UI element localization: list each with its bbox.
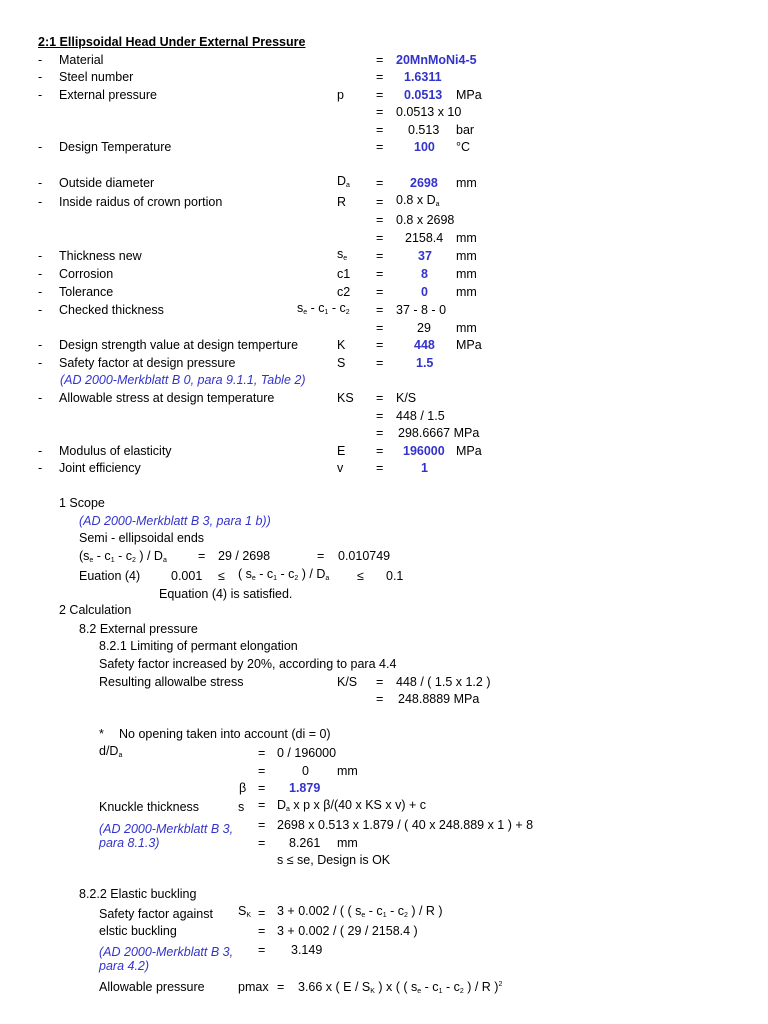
bullet: - xyxy=(38,140,43,154)
sk-calc: 3 + 0.002 / ( 29 / 2158.4 ) xyxy=(277,924,418,938)
beta-symbol: β xyxy=(239,781,247,795)
equals: = xyxy=(376,213,384,227)
corr-label: Corrosion xyxy=(59,267,114,281)
scope-eq-low: 0.001 xyxy=(171,569,203,583)
bullet: - xyxy=(38,88,43,102)
equals: = xyxy=(258,943,266,957)
checked-symbol: $s_e - c_1 - c_2$ xyxy=(297,301,350,316)
equals: = xyxy=(258,906,266,920)
knuckle-result: 8.261 xyxy=(289,836,321,850)
sk-reference: (AD 2000-Merkblatt B 3, para 4.2) xyxy=(99,945,234,973)
equals: = xyxy=(277,980,285,994)
bullet: - xyxy=(38,70,43,84)
bullet: - xyxy=(38,338,43,352)
thick-value: 37 xyxy=(418,249,432,263)
sk-result: 3.149 xyxy=(291,943,323,957)
tol-label: Tolerance xyxy=(59,285,114,299)
modulus-unit: MPa xyxy=(456,444,482,458)
resulting-result: 248.8889 MPa xyxy=(398,692,480,706)
equals: = xyxy=(376,338,384,352)
equals: = xyxy=(376,426,384,440)
bullet: - xyxy=(38,285,43,299)
steel-label: Steel number xyxy=(59,70,134,84)
d-over-da-unit: mm xyxy=(337,764,358,778)
pressure-value: 0.0513 xyxy=(404,88,443,102)
knuckle-symbol: s xyxy=(238,800,245,814)
scope-ratio-result: 0.010749 xyxy=(338,549,391,563)
scope-eq-high: 0.1 xyxy=(386,569,404,583)
modulus-value: 196000 xyxy=(403,444,445,458)
equals: = xyxy=(376,692,384,706)
joint-label: Joint efficiency xyxy=(59,461,141,475)
scope-reference: (AD 2000-Merkblatt B 3, para 1 b)) xyxy=(79,514,271,528)
equals: = xyxy=(376,70,384,84)
corr-value: 8 xyxy=(421,267,428,281)
thick-symbol: $s_e$ xyxy=(337,247,348,262)
scope-eq-expr: ( $s_e - c_1 - c_2$ ) / $D_a$ xyxy=(238,567,330,582)
equals: = xyxy=(376,675,384,689)
equals: = xyxy=(376,140,384,154)
checked-calc: 37 - 8 - 0 xyxy=(396,303,447,317)
pressure-symbol: p xyxy=(337,88,344,102)
sk-formula: 3 + 0.002 / ( ( $s_e - c_1 - c_2$ ) / R ) xyxy=(277,904,443,919)
equals: = xyxy=(376,267,384,281)
checked-label: Checked thickness xyxy=(59,303,164,317)
equals: = xyxy=(376,391,384,405)
equals: = xyxy=(376,231,384,245)
limit-heading: 8.2.1 Limiting of permant elongation xyxy=(99,639,298,653)
pressure-bar-unit: bar xyxy=(456,123,475,137)
equals: = xyxy=(258,924,266,938)
allow-calc1: K/S xyxy=(396,391,417,405)
checked-unit: mm xyxy=(456,321,477,335)
equals: = xyxy=(376,53,384,67)
resulting-label: Resulting allowalbe stress xyxy=(99,675,244,689)
radius-symbol: R xyxy=(337,195,347,209)
sfa-label-1: Safety factor against xyxy=(99,907,213,921)
temp-value: 100 xyxy=(414,140,435,154)
allow-label: Allowable stress at design temperature xyxy=(59,391,275,405)
d-over-da-result: 0 xyxy=(302,764,309,778)
sfa-label-2: elstic buckling xyxy=(99,924,177,938)
equals: = xyxy=(376,195,384,209)
material-label: Material xyxy=(59,53,104,67)
knuckle-unit: mm xyxy=(337,836,358,850)
bullet: - xyxy=(38,195,43,209)
checked-result: 29 xyxy=(417,321,431,335)
safety-reference: (AD 2000-Merkblatt B 0, para 9.1.1, Table 2) xyxy=(60,373,306,387)
joint-symbol: v xyxy=(337,461,344,475)
note-text: No opening taken into account (di = 0) xyxy=(119,727,331,741)
corr-symbol: c1 xyxy=(337,267,351,281)
knuckle-label: Knuckle thickness xyxy=(99,800,200,814)
beta-value: 1.879 xyxy=(289,781,321,795)
joint-value: 1 xyxy=(421,461,428,475)
pressure-unit: MPa xyxy=(456,88,482,102)
radius-label: Inside raidus of crown portion xyxy=(59,195,223,209)
resulting-symbol: K/S xyxy=(337,675,358,689)
bullet: - xyxy=(38,303,43,317)
pressure-bar-value: 0.513 xyxy=(408,123,440,137)
pmax-formula: 3.66 x ( E / $S_K$ ) x ( ( $s_e - c_1 - c_2$ ) / R )$^2$ xyxy=(298,980,503,996)
resulting-calc: 448 / ( 1.5 x 1.2 ) xyxy=(396,675,491,689)
bullet: - xyxy=(38,391,43,405)
d-over-da: $d/D_a$ xyxy=(99,744,123,759)
equals: = xyxy=(376,444,384,458)
safety-label: Safety factor at design pressure xyxy=(59,356,236,370)
scope-eq-label: Euation (4) xyxy=(79,569,141,583)
calc-heading: 2 Calculation xyxy=(59,603,132,617)
bullet: - xyxy=(38,461,43,475)
radius-calc1: 0.8 x $D_a$ xyxy=(396,193,440,208)
strength-value: 448 xyxy=(414,338,435,352)
strength-label: Design strength value at design temperture xyxy=(59,338,299,352)
allow-result: 298.6667 MPa xyxy=(398,426,480,440)
pressure-calc: 0.0513 x 10 xyxy=(396,105,462,119)
scope-satisfied: Equation (4) is satisfied. xyxy=(159,587,293,601)
equals: = xyxy=(317,549,325,563)
design-ok: s ≤ se, Design is OK xyxy=(277,853,391,867)
od-unit: mm xyxy=(456,176,477,190)
equals: = xyxy=(376,123,384,137)
strength-symbol: K xyxy=(337,338,346,352)
knuckle-calc: 2698 x 0.513 x 1.879 / ( 40 x 248.889 x 1 ) + 8 xyxy=(277,818,534,832)
material-value: 20MnMoNi4-5 xyxy=(396,53,477,67)
equals: = xyxy=(376,105,384,119)
od-value: 2698 xyxy=(410,176,438,190)
equals: = xyxy=(376,176,384,190)
tol-symbol: c2 xyxy=(337,285,351,299)
bullet: - xyxy=(38,176,43,190)
knuckle-reference: (AD 2000-Merkblatt B 3, para 8.1.3) xyxy=(99,822,234,850)
d-over-da-calc: 0 / 196000 xyxy=(277,746,337,760)
radius-calc2: 0.8 x 2698 xyxy=(396,213,455,227)
bullet: - xyxy=(38,249,43,263)
equals: = xyxy=(258,836,266,850)
allow-calc2: 448 / 1.5 xyxy=(396,409,445,423)
equals: = xyxy=(376,461,384,475)
bullet: - xyxy=(38,444,43,458)
external-heading: 8.2 External pressure xyxy=(79,622,198,636)
pressure-label: External pressure xyxy=(59,88,157,102)
allow-symbol: KS xyxy=(337,391,354,405)
scope-semi: Semi - ellipsoidal ends xyxy=(79,531,205,545)
equals: = xyxy=(258,746,266,760)
safety-symbol: S xyxy=(337,356,346,370)
scope-le2: ≤ xyxy=(357,569,364,583)
thick-unit: mm xyxy=(456,249,477,263)
note-star: * xyxy=(99,727,104,741)
equals: = xyxy=(376,88,384,102)
scope-ratio-expr: ($s_e - c_1 - c_2$ ) / $D_a$ xyxy=(79,549,167,564)
bullet: - xyxy=(38,53,43,67)
pmax-symbol: pmax xyxy=(238,980,269,994)
scope-ratio-value: 29 / 2698 xyxy=(218,549,271,563)
radius-unit: mm xyxy=(456,231,477,245)
knuckle-formula: $D_a$ x p x β/(40 x KS x v) + c xyxy=(277,798,426,813)
sk-symbol: $S_K$ xyxy=(238,904,252,919)
bullet: - xyxy=(38,267,43,281)
scope-heading: 1 Scope xyxy=(59,496,105,510)
safety-value: 1.5 xyxy=(416,356,434,370)
equals: = xyxy=(258,818,266,832)
od-symbol: $D_a$ xyxy=(337,174,350,189)
buckling-heading: 8.2.2 Elastic buckling xyxy=(79,887,197,901)
equals: = xyxy=(258,798,266,812)
page-title: 2:1 Ellipsoidal Head Under External Pressure xyxy=(38,35,306,49)
bullet: - xyxy=(38,356,43,370)
sf-increase: Safety factor increased by 20%, according to para 4.4 xyxy=(99,657,397,671)
thick-label: Thickness new xyxy=(59,249,142,263)
tol-value: 0 xyxy=(421,285,428,299)
tol-unit: mm xyxy=(456,285,477,299)
equals: = xyxy=(376,303,384,317)
equals: = xyxy=(376,356,384,370)
temp-unit: °C xyxy=(456,140,471,154)
equals: = xyxy=(258,781,266,795)
scope-le1: ≤ xyxy=(218,569,225,583)
equals: = xyxy=(198,549,206,563)
equals: = xyxy=(376,249,384,263)
od-label: Outside diameter xyxy=(59,176,155,190)
corr-unit: mm xyxy=(456,267,477,281)
equals: = xyxy=(258,764,266,778)
equals: = xyxy=(376,409,384,423)
modulus-label: Modulus of elasticity xyxy=(59,444,172,458)
pmax-label: Allowable pressure xyxy=(99,980,205,994)
radius-result: 2158.4 xyxy=(405,231,444,245)
temp-label: Design Temperature xyxy=(59,140,172,154)
equals: = xyxy=(376,285,384,299)
steel-value: 1.6311 xyxy=(404,70,442,84)
strength-unit: MPa xyxy=(456,338,482,352)
equals: = xyxy=(376,321,384,335)
modulus-symbol: E xyxy=(337,444,346,458)
